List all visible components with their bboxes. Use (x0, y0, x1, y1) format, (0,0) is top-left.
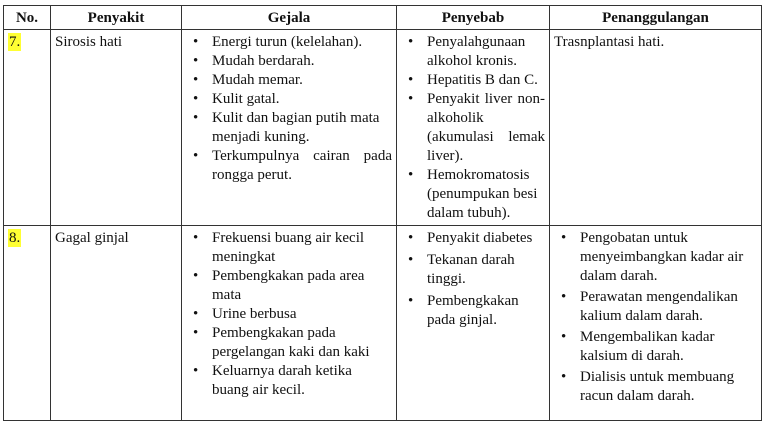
treatment-cell: Trasnplantasi hati. (550, 30, 762, 226)
header-no: No. (4, 6, 51, 30)
cause-item: • Penyakit diabetes (401, 229, 545, 248)
symptom-item: • Kulit dan bagian putih mata menjadi kuning. (186, 109, 392, 147)
disease-table (3, 5, 762, 421)
disease-name: Sirosis hati (51, 30, 182, 226)
row-number: 7. (9, 34, 21, 50)
symptom-item: • Mudah berdarah. (186, 52, 392, 71)
treatment-item: • Pengobatan untuk menyeimbangkan kadar air dalam darah. (554, 229, 757, 286)
symptom-item: • Kulit gatal. (186, 90, 392, 109)
symptom-item: • Frekuensi buang air kecil meningkat (186, 229, 392, 267)
cause-item: • Penyakit liver non-alkoholik (akumulasi lemak liver). (401, 90, 545, 166)
table-header-row (4, 6, 762, 30)
symptom-item: • Keluarnya darah ketika buang air kecil. (186, 362, 392, 400)
symptoms-cell (182, 226, 397, 421)
causes-cell (397, 30, 550, 226)
header-penyakit: Penyakit (51, 6, 182, 30)
row-number-cell (4, 30, 51, 226)
symptoms-cell (182, 30, 397, 226)
disease-name: Gagal ginjal (51, 226, 182, 421)
symptom-item: • Pembengkakan pada pergelangan kaki dan kaki (186, 324, 392, 362)
table-row (4, 226, 762, 421)
treatment-item: • Dialisis untuk membuang racun dalam darah. (554, 368, 757, 406)
header-penanggulangan: Penanggulangan (550, 6, 762, 30)
cause-item: • Tekanan darah tinggi. (401, 251, 545, 289)
cause-item: • Hemokromatosis (penumpukan besi dalam tubuh). (401, 166, 545, 223)
symptom-item: • Urine berbusa (186, 305, 392, 324)
table-row (4, 30, 762, 226)
cause-item: • Hepatitis B dan C. (401, 71, 545, 90)
row-number: 8. (9, 230, 21, 246)
cause-item: • Penyalahgunaan alkohol kronis. (401, 33, 545, 71)
symptom-item: • Terkumpulnya cairan pada rongga perut. (186, 147, 392, 185)
causes-cell (397, 226, 550, 421)
header-gejala: Gejala (182, 6, 397, 30)
symptom-item: • Energi turun (kelelahan). (186, 33, 392, 52)
symptom-item: • Pembengkakan pada area mata (186, 267, 392, 305)
row-number-cell (4, 226, 51, 421)
symptom-item: • Mudah memar. (186, 71, 392, 90)
header-penyebab: Penyebab (397, 6, 550, 30)
treatment-item: • Perawatan mengendalikan kalium dalam darah. (554, 288, 757, 326)
cause-item: • Pembengkakan pada ginjal. (401, 292, 545, 330)
treatment-cell (550, 226, 762, 421)
treatment-item: • Mengembalikan kadar kalsium di darah. (554, 328, 757, 366)
